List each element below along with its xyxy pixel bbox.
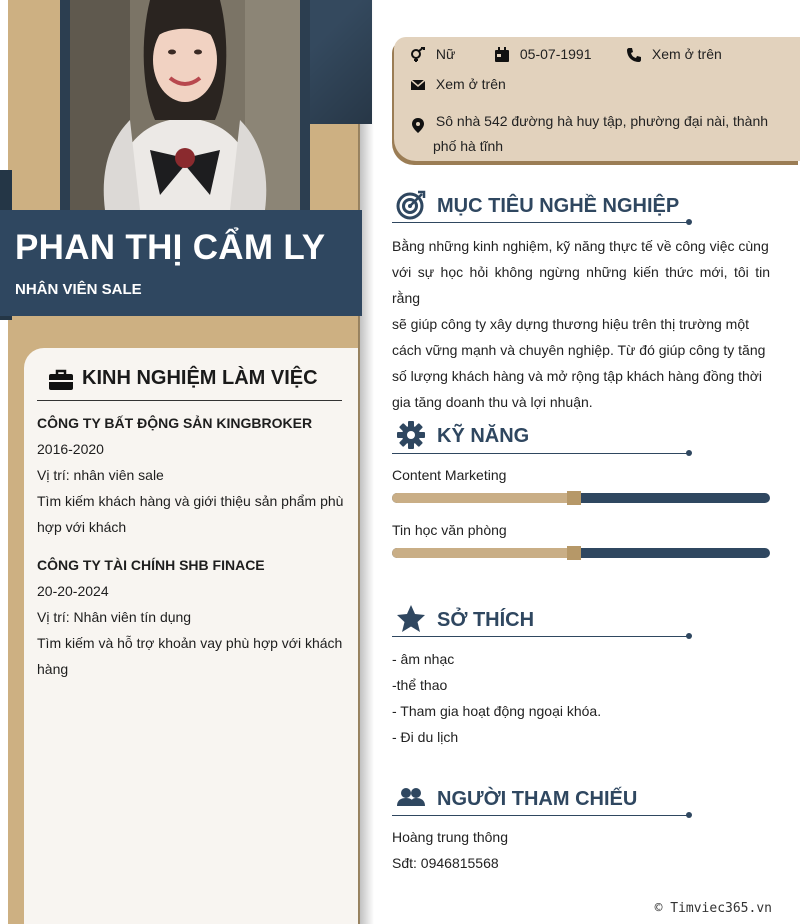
references-list: [392, 824, 508, 876]
objective-line: cách vững mạnh và chuyên nghiệp. Từ đó giúp công ty tăng: [392, 342, 766, 358]
objective-heading: MỤC TIÊU NGHỀ NGHIỆP: [437, 195, 680, 217]
skills-divider-dot: [686, 450, 692, 456]
birthday-field: [494, 46, 592, 63]
experience-item: [37, 552, 347, 682]
references-heading: NGƯỜI THAM CHIẾU: [437, 788, 638, 810]
objective-divider: [392, 222, 688, 223]
footer-credit: © Timviec365.vn: [654, 901, 772, 916]
phone-icon: [626, 47, 642, 63]
hobbies-list: [392, 646, 601, 750]
skill-name: Content Marketing: [392, 467, 507, 483]
objective-text: [392, 233, 770, 415]
gender-field: [410, 46, 455, 63]
objective-line: số lượng khách hàng và mở rộng tập khách hàng đồng thời: [392, 368, 763, 384]
objective-line: sẽ giúp công ty xây dựng thương hiệu trên thị trường một: [392, 316, 749, 332]
briefcase-icon: [48, 368, 74, 392]
target-icon: [396, 190, 426, 220]
objective-line: với sự học hỏi không ngừng những kiến thức mới, tôi tin rằng: [392, 264, 770, 306]
experience-position: Vị trí: nhân viên sale: [37, 467, 164, 483]
references-divider: [392, 815, 688, 816]
hobbies-divider-dot: [686, 633, 692, 639]
experience-position: Vị trí: Nhân viên tín dụng: [37, 609, 192, 625]
skill-bar-fill: [392, 548, 573, 558]
gender-value: Nữ: [435, 46, 456, 62]
hobby-item: - Tham gia hoạt động ngoại khóa.: [392, 703, 602, 719]
profile-photo: [70, 0, 300, 210]
objective-line: gia tăng doanh thu và lợi nhuận.: [392, 394, 593, 410]
skills-heading: KỸ NĂNG: [437, 425, 530, 447]
hobby-item: - Đi du lịch: [392, 729, 459, 745]
experience-description: hàng: [37, 661, 69, 677]
hobby-item: -thể thao: [392, 677, 448, 693]
phone-field: [626, 46, 722, 63]
objective-divider-dot: [686, 219, 692, 225]
experience-description: Tìm kiếm và hỗ trợ khoản vay phù hợp với khách: [37, 635, 343, 651]
phone-value: Xem ở trên: [651, 46, 722, 62]
job-title: NHÂN VIÊN SALE: [15, 281, 142, 298]
gender-icon: [410, 47, 426, 63]
email-field: [410, 76, 506, 93]
hobbies-heading: SỞ THÍCH: [437, 609, 535, 631]
email-value: Xem ở trên: [435, 76, 506, 92]
experience-heading: KINH NGHIỆM LÀM VIỆC: [82, 367, 318, 389]
gear-icon: [397, 421, 427, 451]
references-divider-dot: [686, 812, 692, 818]
skill-name: Tin học văn phòng: [392, 522, 507, 538]
experience-company: CÔNG TY TÀI CHÍNH SHB FINACE: [37, 557, 265, 573]
experience-item: [37, 410, 347, 540]
hobby-item: - âm nhạc: [392, 651, 455, 667]
skill-bar-knob: [567, 546, 581, 560]
experience-description: Tìm kiếm khách hàng và giới thiệu sản phẩm phù: [37, 493, 344, 509]
address-field: [410, 106, 768, 136]
skill-bar-fill: [392, 493, 573, 503]
users-icon: [396, 784, 426, 814]
left-column-shadow: [358, 0, 374, 924]
experience-period: 20-20-2024: [37, 583, 109, 599]
experience-description: hợp với khách: [37, 519, 127, 535]
skills-divider: [392, 453, 688, 454]
experience-period: 2016-2020: [37, 441, 104, 457]
map-marker-icon: [410, 114, 426, 130]
reference-phone: Sđt: 0946815568: [392, 855, 499, 871]
experience-divider: [37, 400, 342, 401]
experience-company: CÔNG TY BẤT ĐỘNG SẢN KINGBROKER: [37, 415, 313, 431]
objective-line: Bằng những kinh nghiệm, kỹ năng thực tế về công việc cùng: [392, 238, 769, 254]
skill-bar-knob: [567, 491, 581, 505]
address-value: Sô nhà 542 đường hà huy tập, phường đại nài, thành: [435, 113, 769, 129]
candidate-name: PHAN THỊ CẨM LY: [15, 228, 326, 267]
star-icon: [397, 604, 427, 634]
reference-name: Hoàng trung thông: [392, 829, 508, 845]
calendar-icon: [494, 47, 510, 63]
birthday-value: 05-07-1991: [519, 46, 592, 62]
address-value-cont: phố hà tĩnh: [433, 138, 504, 154]
envelope-icon: [410, 77, 426, 93]
hobbies-divider: [392, 636, 688, 637]
